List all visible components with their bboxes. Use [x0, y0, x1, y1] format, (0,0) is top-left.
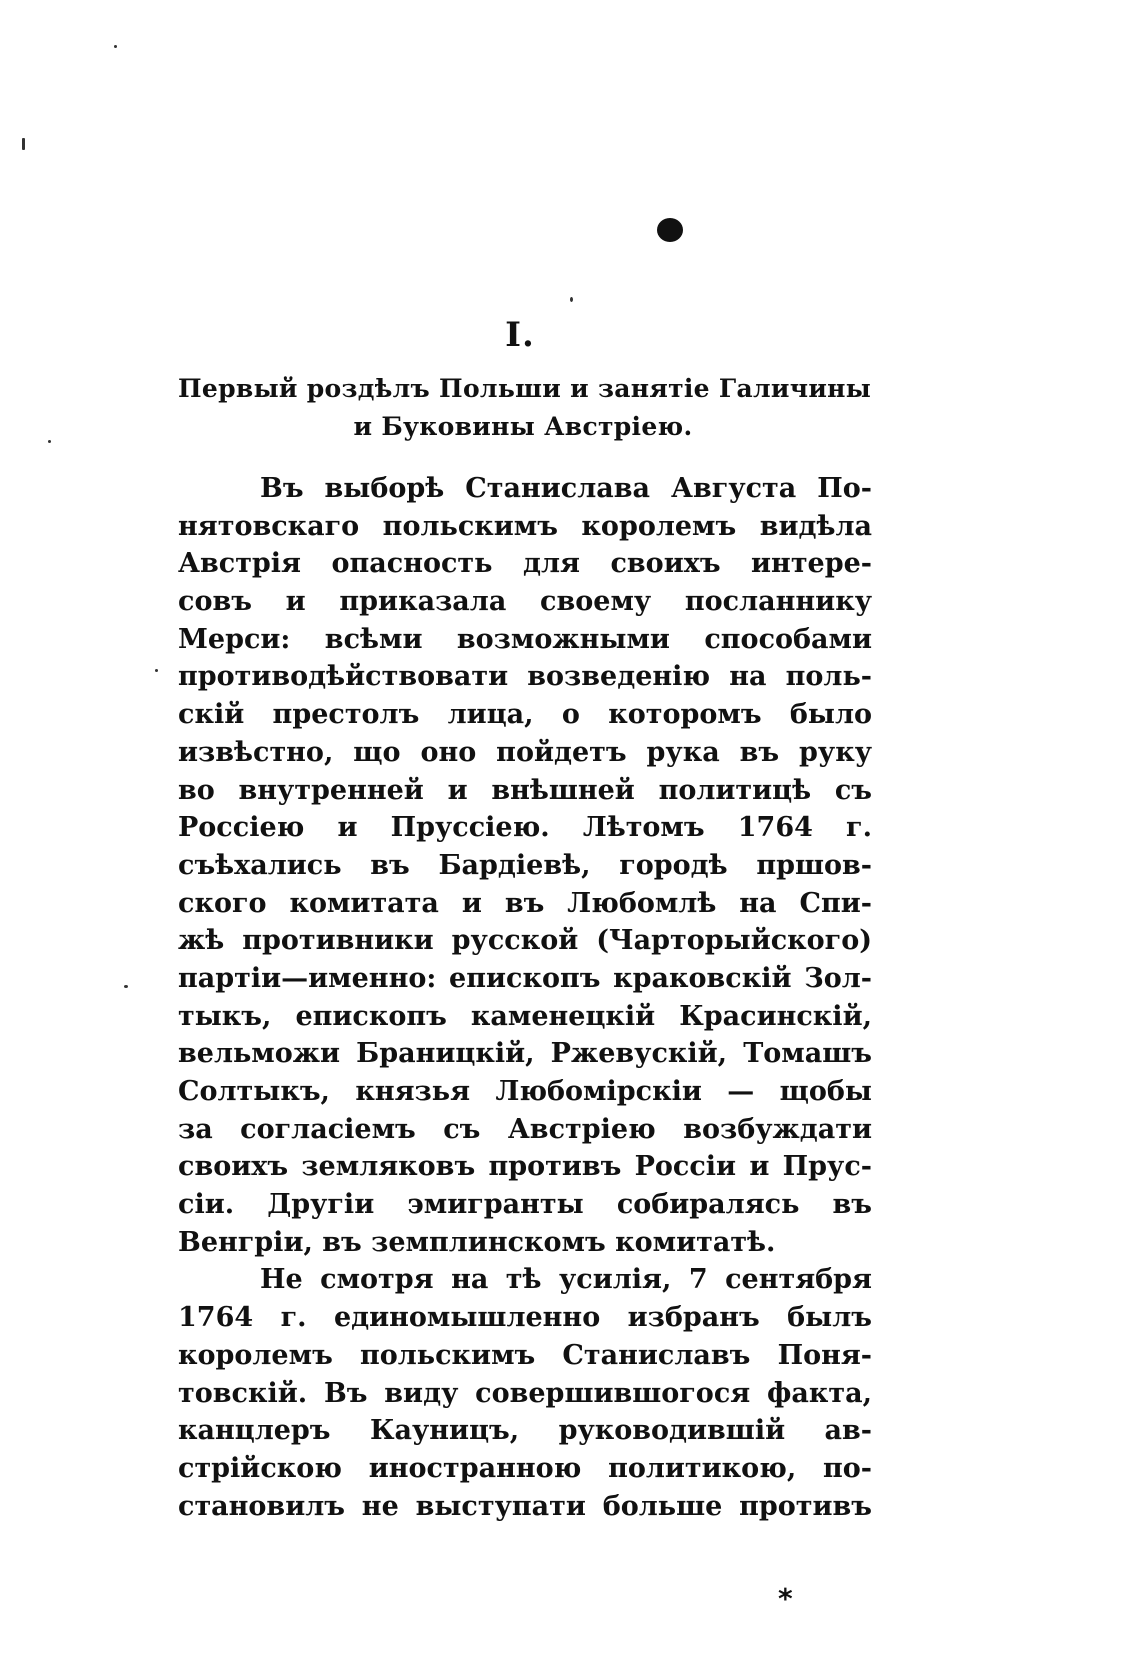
chapter-number: I. — [505, 315, 535, 355]
text-line: 1764 г. единомышленно избранъ былъ — [178, 1302, 872, 1334]
text-line: Въ выборѣ Станислава Августа По- — [260, 473, 872, 504]
text-line: канцлеръ Кауницъ, руководившій ав- — [178, 1415, 872, 1447]
text-line: совъ и приказала своему посланнику — [178, 586, 872, 618]
text-line: своихъ земляковъ противъ Россіи и Прус- — [178, 1151, 872, 1183]
text-line: Россіею и Пруссіею. Лѣтомъ 1764 г. — [178, 812, 872, 844]
text-line: сіи. Другіи эмигранты собиралясь въ — [178, 1189, 872, 1221]
chapter-title-line: Первый роздѣлъ Польши и занятіе Галичины — [178, 374, 872, 403]
chapter-title-line: и Буковины Австріею. — [353, 412, 693, 441]
text-line: ского комитата и въ Любомлѣ на Спи- — [178, 887, 872, 919]
text-line: товскій. Въ виду совершившогося факта, — [178, 1377, 872, 1409]
chapter-title — [178, 370, 872, 446]
print-speck — [22, 138, 25, 150]
text-line: Венгріи, въ земплинскомъ комитатѣ. — [178, 1226, 776, 1258]
print-speck — [114, 45, 117, 48]
text-line: Солтыкъ, князья Любомірскіи — щобы — [178, 1076, 872, 1107]
paragraph — [178, 470, 872, 1261]
text-line: за согласіемъ съ Австріею возбуждати — [178, 1113, 872, 1145]
print-speck — [124, 985, 128, 988]
text-line: Австрія опасность для своихъ интере- — [178, 548, 872, 580]
text-line: скій престолъ лица, о которомъ было — [178, 699, 872, 731]
text-line: становилъ не выступати больше противъ — [178, 1490, 872, 1522]
signature-mark: * — [778, 1582, 793, 1615]
text-line: извѣстно, що оно пойдетъ рука въ руку — [178, 736, 872, 768]
text-line: нятовскаго польскимъ королемъ видѣла — [178, 510, 872, 542]
text-line: противодѣйствовати возведенію на поль- — [178, 661, 872, 693]
text-line: Мерси: всѣми возможными способами — [178, 623, 872, 655]
paragraph — [178, 1261, 872, 1525]
body-text — [178, 470, 872, 1525]
text-line: партіи—именно: епископъ краковскій Зол- — [178, 962, 872, 994]
print-speck — [155, 669, 158, 672]
print-speck — [570, 297, 573, 302]
print-speck — [48, 440, 51, 443]
text-line: во внутренней и внѣшней политицѣ съ — [178, 774, 872, 806]
text-line: вельможи Браницкій, Ржевускій, Томашъ — [178, 1038, 872, 1070]
text-line: Не смотря на тѣ усилія, 7 сентября — [260, 1264, 872, 1296]
ornament-dot — [657, 218, 683, 242]
text-line: съѣхались въ Бардіевѣ, городѣ пршов- — [178, 849, 872, 881]
text-line: стрійскою иностранною политикою, по- — [178, 1452, 872, 1484]
text-line: тыкъ, епископъ каменецкій Красинскій, — [178, 1000, 872, 1032]
text-line: жѣ противники русской (Чарторыйского) — [178, 925, 872, 957]
text-line: королемъ польскимъ Станиславъ Поня- — [178, 1339, 872, 1371]
